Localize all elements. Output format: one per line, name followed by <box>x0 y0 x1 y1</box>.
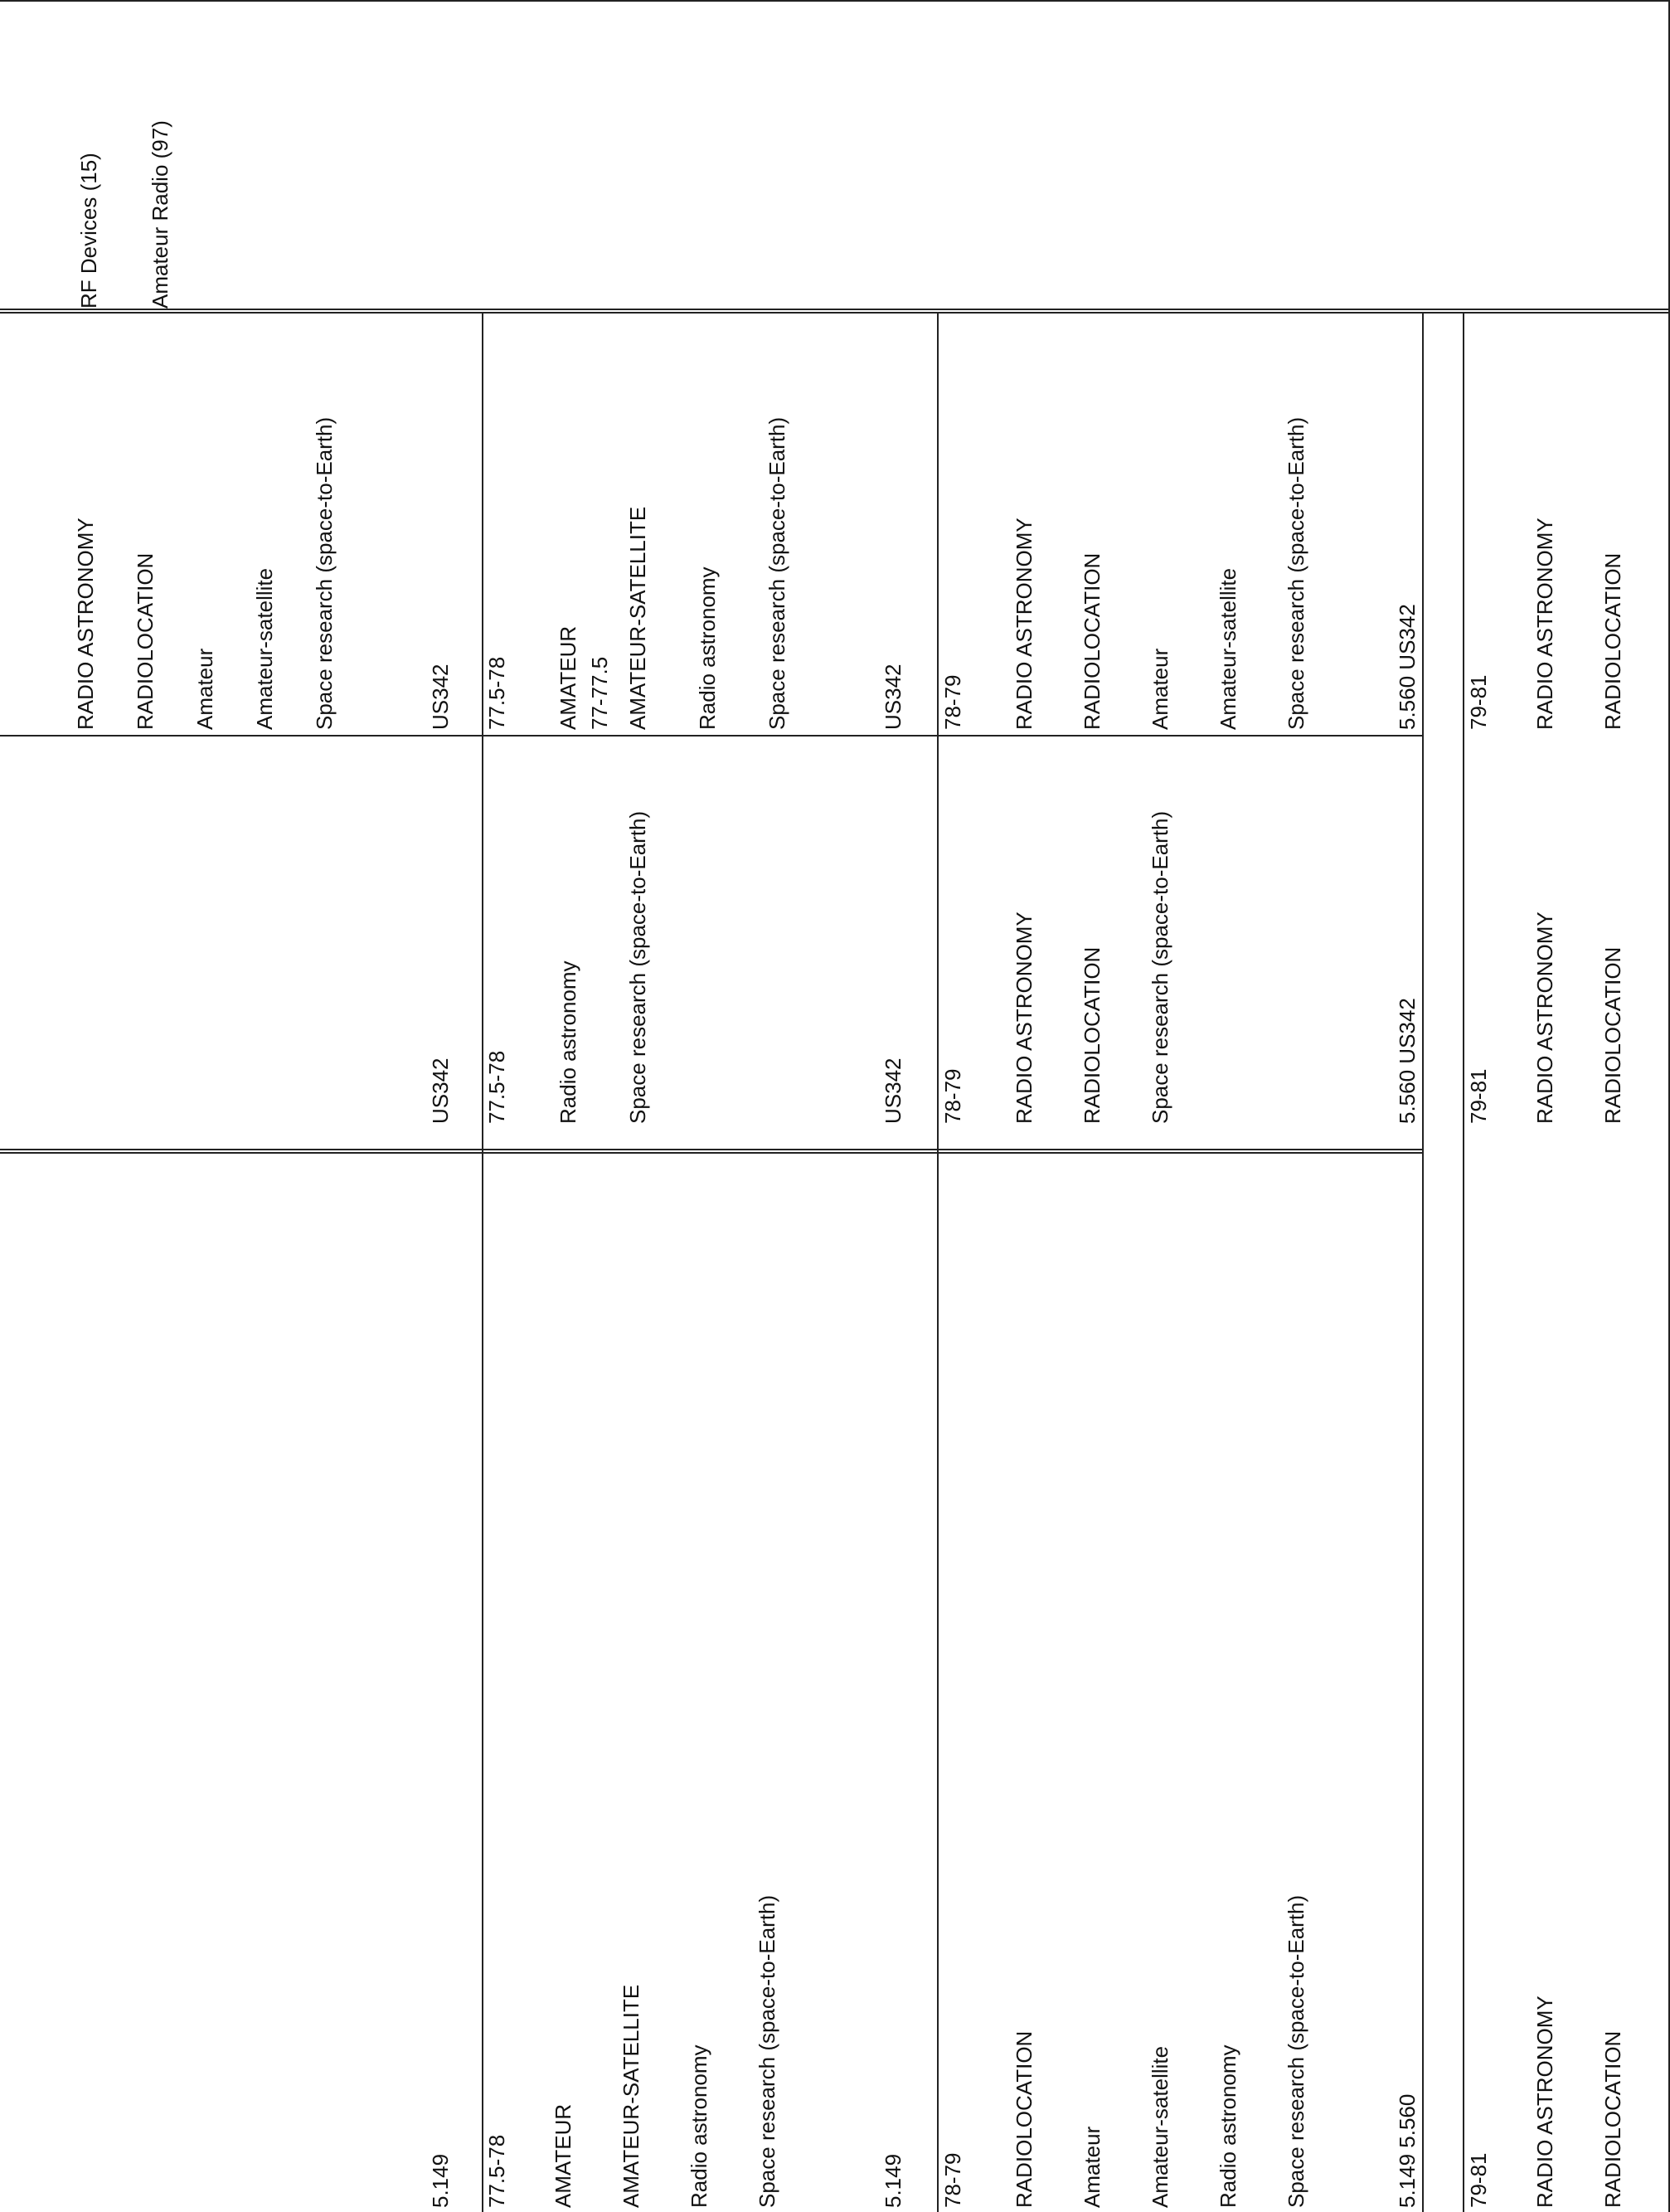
nonfed-row1-alloc-2: RADIOLOCATION <box>133 552 158 730</box>
column-separator <box>0 735 1422 737</box>
nonfed-row3-alloc-4: Amateur-satellite <box>1216 567 1240 730</box>
nonfed-row1-band: 77-77.5 <box>587 656 612 730</box>
fed-row2-alloc-1: Radio astronomy <box>556 960 580 1124</box>
intl-row3-band: 78-79 <box>940 2152 965 2208</box>
row-separator-3a <box>1422 312 1424 2212</box>
row-separator-2 <box>937 312 939 2212</box>
nonfed-row2-band: 77.5-78 <box>484 656 509 730</box>
fed-row3-footnotes: 5.560 US342 <box>1395 998 1420 1124</box>
nonfed-row2-footnotes: US342 <box>881 664 905 730</box>
intl-row3-alloc-1: RADIOLOCATION <box>1012 2030 1036 2208</box>
intl-row2-footnotes: 5.149 <box>881 2153 905 2208</box>
header-separator <box>0 309 1670 314</box>
intl-row4-band: 79-81 <box>1466 2152 1491 2208</box>
fed-row4-alloc-1: RADIO ASTRONOMY <box>1532 912 1557 1124</box>
nonfed-row3-alloc-1: RADIO ASTRONOMY <box>1012 518 1036 730</box>
intl-row2-alloc-4: Space research (space-to-Earth) <box>755 1894 779 2208</box>
intl-row2-band: 77.5-78 <box>484 2134 509 2208</box>
intl-row2-alloc-1: AMATEUR <box>551 2103 575 2208</box>
nonfed-row3-alloc-3: Amateur <box>1148 648 1172 730</box>
fed-row2-footnotes: US342 <box>881 1057 905 1124</box>
fed-row3-alloc-1: RADIO ASTRONOMY <box>1012 912 1036 1124</box>
header-footnote-amateur-radio: Amateur Radio (97) <box>148 120 172 309</box>
nonfed-row1-alloc-1: RADIO ASTRONOMY <box>73 518 98 730</box>
fed-row2-band: 77.5-78 <box>484 1050 509 1124</box>
intl-row3-alloc-2: Amateur <box>1080 2126 1104 2208</box>
fed-row3-band: 78-79 <box>940 1068 965 1124</box>
nonfed-row3-footnotes: 5.560 US342 <box>1395 604 1420 730</box>
nonfed-row2-alloc-3: Radio astronomy <box>695 566 720 730</box>
nonfed-row1-alloc-4: Amateur-satellite <box>252 567 277 730</box>
intl-row4-alloc-2: RADIOLOCATION <box>1600 2030 1625 2208</box>
nonfed-row3-band: 78-79 <box>940 674 965 730</box>
nonfed-row2-alloc-2: AMATEUR-SATELLITE <box>625 506 650 730</box>
intl-row3-alloc-3: Amateur-satellite <box>1148 2045 1172 2208</box>
nonfed-row2-alloc-1: AMATEUR <box>556 625 580 730</box>
row-separator-3b <box>1463 312 1464 2212</box>
fed-row3-alloc-2: RADIOLOCATION <box>1080 946 1104 1124</box>
fed-row4-band: 79-81 <box>1466 1068 1491 1124</box>
fed-row3-alloc-3: Space research (space-to-Earth) <box>1148 810 1172 1124</box>
nonfed-row1-alloc-5: Space research (space-to-Earth) <box>312 416 337 730</box>
intl-row2-alloc-2: AMATEUR-SATELLITE <box>619 1984 643 2208</box>
row-separator-1 <box>482 312 483 2212</box>
nonfed-row3-alloc-5: Space research (space-to-Earth) <box>1284 416 1308 730</box>
header-footnote-rf-devices: RF Devices (15) <box>76 153 101 309</box>
top-border <box>0 0 1670 2</box>
nonfed-row4-alloc-2: RADIOLOCATION <box>1600 552 1625 730</box>
nonfed-row3-alloc-2: RADIOLOCATION <box>1080 552 1104 730</box>
nonfed-row1-footnotes: US342 <box>428 664 453 730</box>
intl-row3-footnotes: 5.149 5.560 <box>1395 2093 1420 2208</box>
column-group-separator <box>0 1149 1422 1154</box>
intl-row3-alloc-5: Space research (space-to-Earth) <box>1284 1894 1308 2208</box>
nonfed-row4-alloc-1: RADIO ASTRONOMY <box>1532 518 1557 730</box>
intl-row2-alloc-3: Radio astronomy <box>687 2044 711 2208</box>
fed-row1-footnotes: US342 <box>428 1057 453 1124</box>
fed-row4-alloc-2: RADIOLOCATION <box>1600 946 1625 1124</box>
fed-row2-alloc-2: Space research (space-to-Earth) <box>625 810 650 1124</box>
nonfed-row4-band: 79-81 <box>1466 674 1491 730</box>
intl-row1-footnotes: 5.149 <box>428 2153 453 2208</box>
nonfed-row2-alloc-4: Space research (space-to-Earth) <box>765 416 789 730</box>
nonfed-row1-alloc-3: Amateur <box>192 648 217 730</box>
intl-row4-alloc-1: RADIO ASTRONOMY <box>1532 1996 1557 2208</box>
intl-row3-alloc-4: Radio astronomy <box>1216 2044 1240 2208</box>
